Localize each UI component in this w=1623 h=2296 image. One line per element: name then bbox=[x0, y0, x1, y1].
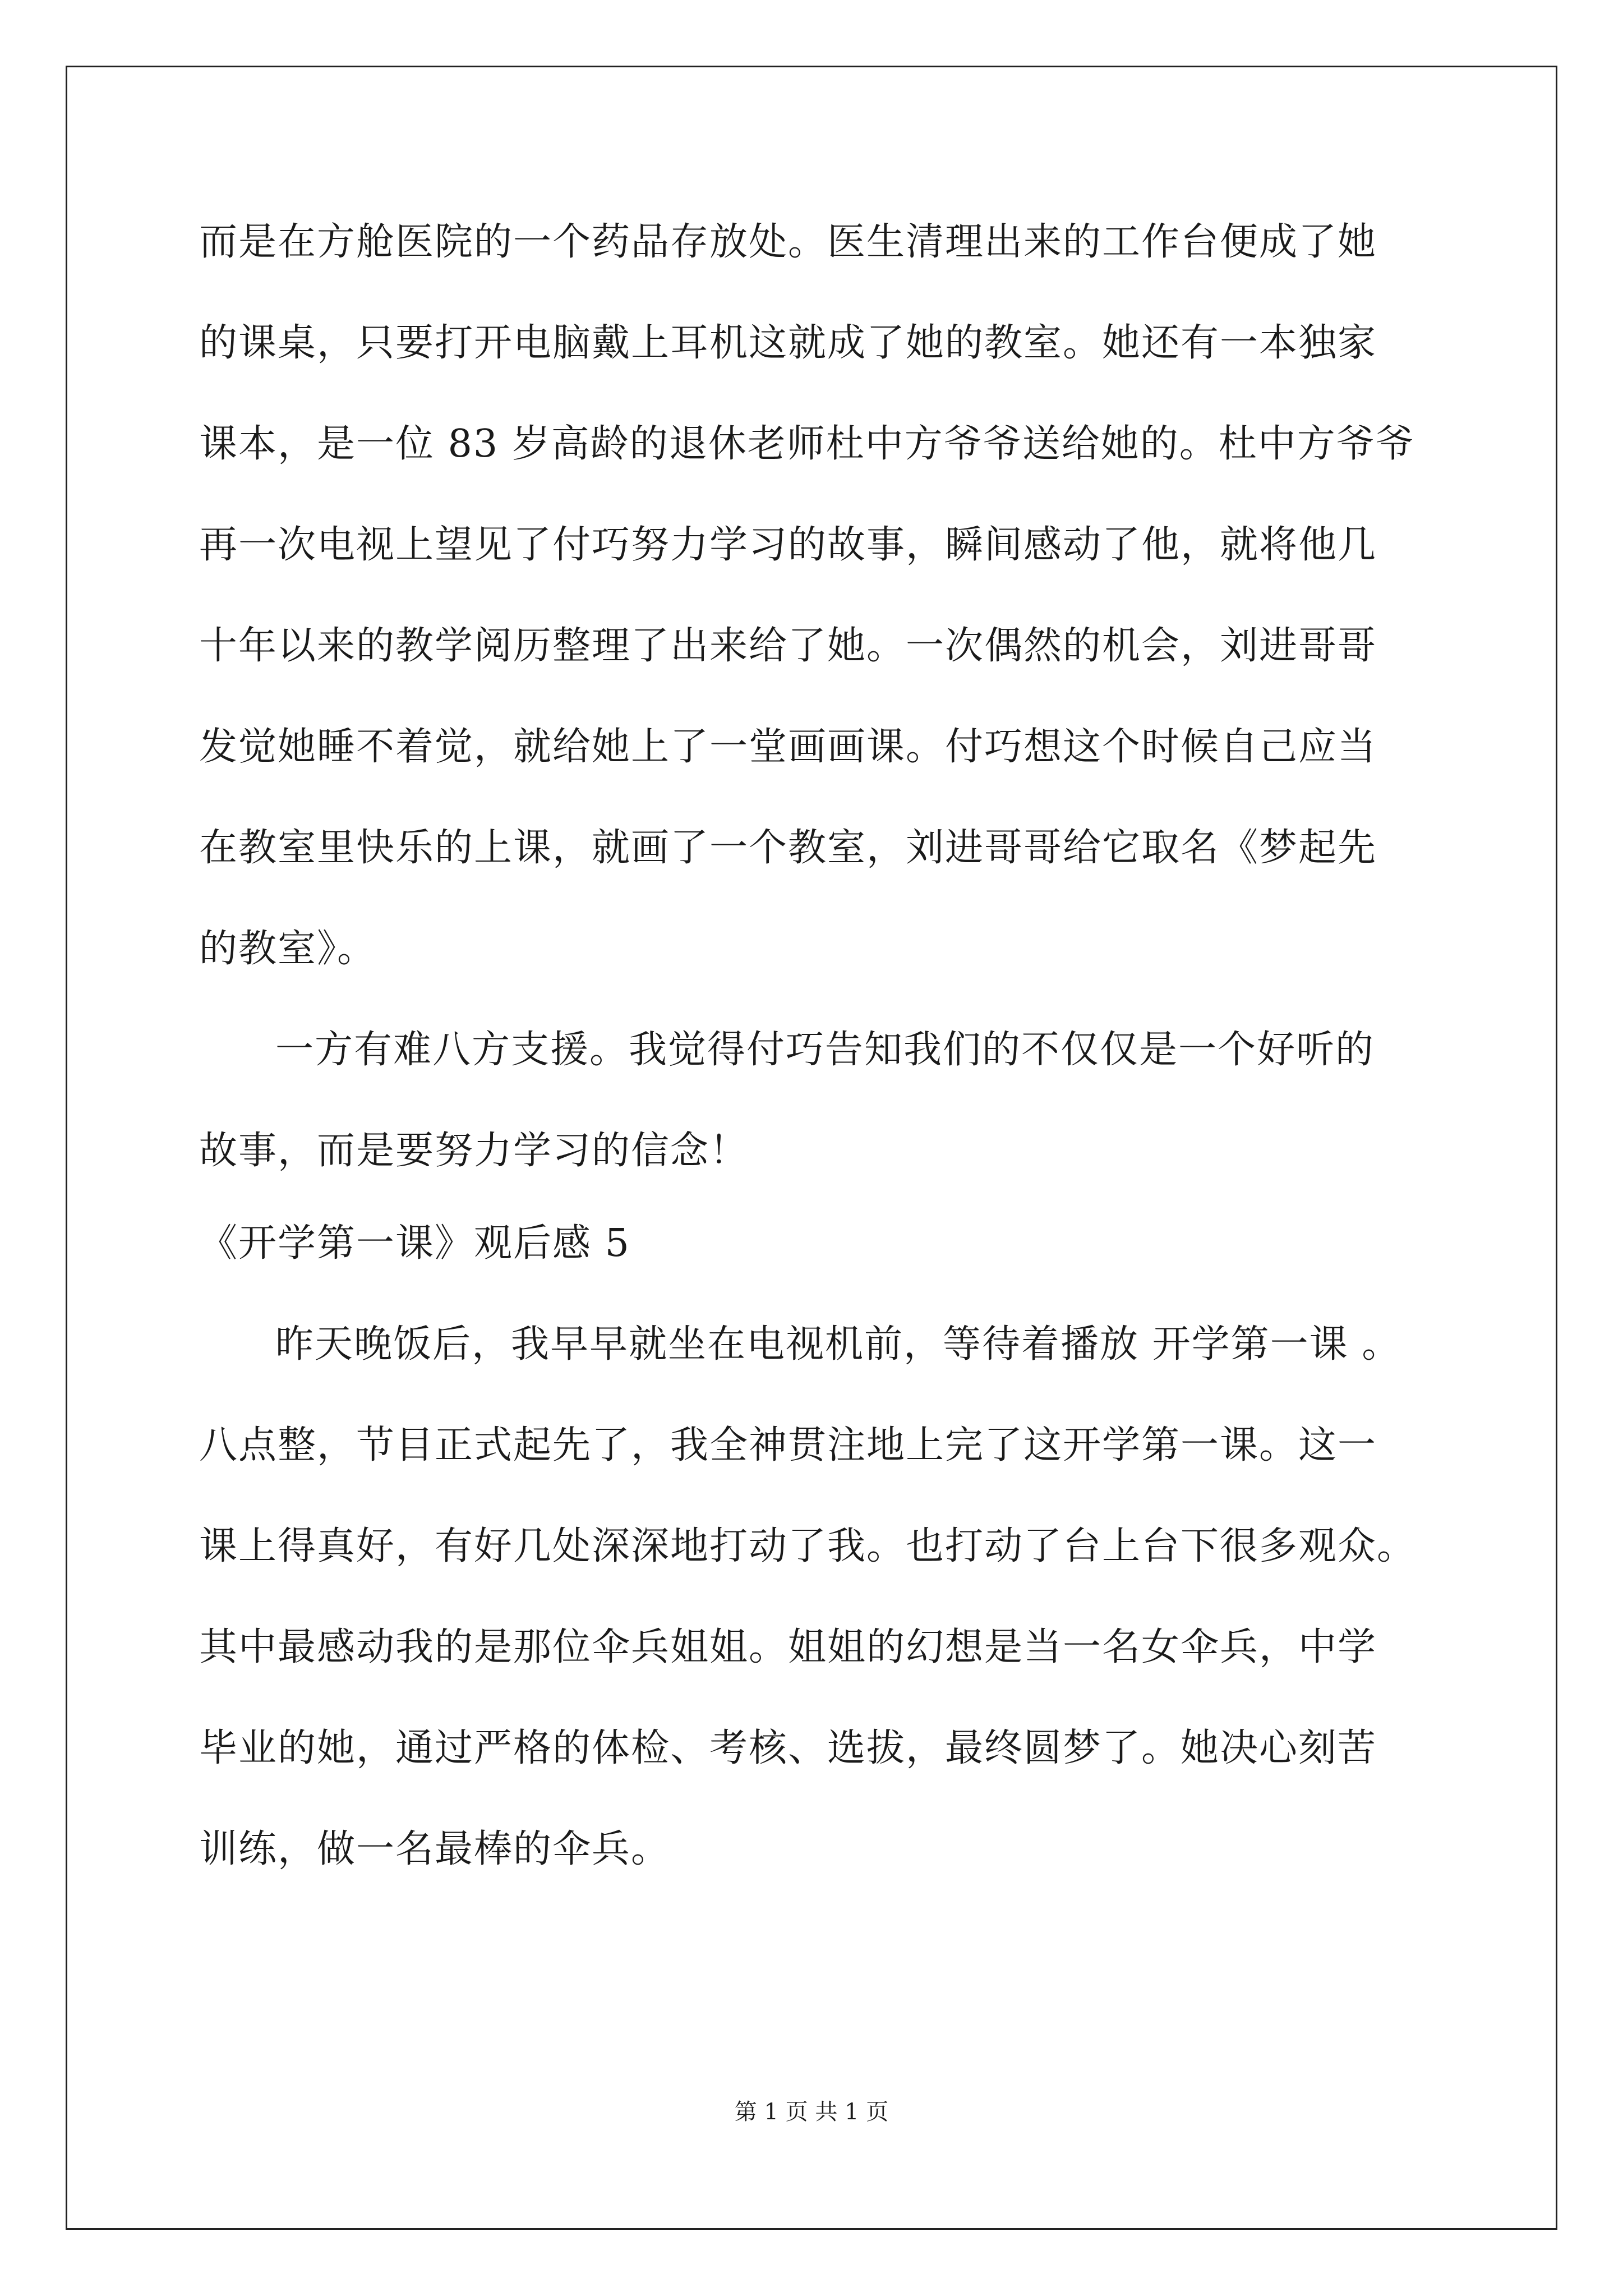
paragraph-line: 的课桌，只要打开电脑戴上耳机这就成了她的教室。她还有一本独家 bbox=[199, 321, 1377, 365]
paragraph-line: 再一次电视上望见了付巧努力学习的故事，瞬间感动了他，就将他几 bbox=[199, 523, 1377, 567]
section-heading: 《开学第一课》观后感 5 bbox=[199, 1221, 630, 1266]
page-number-footer: 第 1 页 共 1 页 bbox=[734, 2099, 889, 2125]
paragraph-line: 毕业的她，通过严格的体检、考核、选拔，最终圆梦了。她决心刻苦 bbox=[199, 1726, 1377, 1770]
paragraph-line: 十年以来的教学阅历整理了出来给了她。一次偶然的机会，刘进哥哥 bbox=[199, 624, 1377, 668]
paragraph-line: 的教室》。 bbox=[199, 927, 377, 971]
paragraph-line: 八点整，节目正式起先了，我全神贯注地上完了这开学第一课。这一 bbox=[199, 1423, 1377, 1467]
paragraph-line: 训练，做一名最棒的伞兵。 bbox=[199, 1827, 671, 1871]
paragraph-line: 发觉她睡不着觉，就给她上了一堂画画课。付巧想这个时候自己应当 bbox=[199, 725, 1377, 769]
paragraph-line: 课本，是一位 83 岁高龄的退休老师杜中方爷爷送给她的。杜中方爷爷 bbox=[199, 422, 1415, 466]
paragraph-line: 课上得真好，有好几处深深地打动了我。也打动了台上台下很多观众。 bbox=[199, 1524, 1417, 1568]
paragraph-line: 故事，而是要努力学习的信念！ bbox=[199, 1129, 749, 1173]
paragraph-line: 而是在方舱医院的一个药品存放处。医生清理出来的工作台便成了她 bbox=[199, 220, 1377, 264]
paragraph-line: 其中最感动我的是那位伞兵姐姐。姐姐的幻想是当一名女伞兵，中学 bbox=[199, 1625, 1377, 1669]
paragraph-line: 一方有难八方支援。我觉得付巧告知我们的不仅仅是一个好听的 bbox=[275, 1028, 1375, 1072]
paragraph-line: 昨天晚饭后，我早早就坐在电视机前，等待着播放 开学第一课 。 bbox=[275, 1322, 1401, 1366]
paragraph-line: 在教室里快乐的上课，就画了一个教室，刘进哥哥给它取名《梦起先 bbox=[199, 826, 1377, 870]
